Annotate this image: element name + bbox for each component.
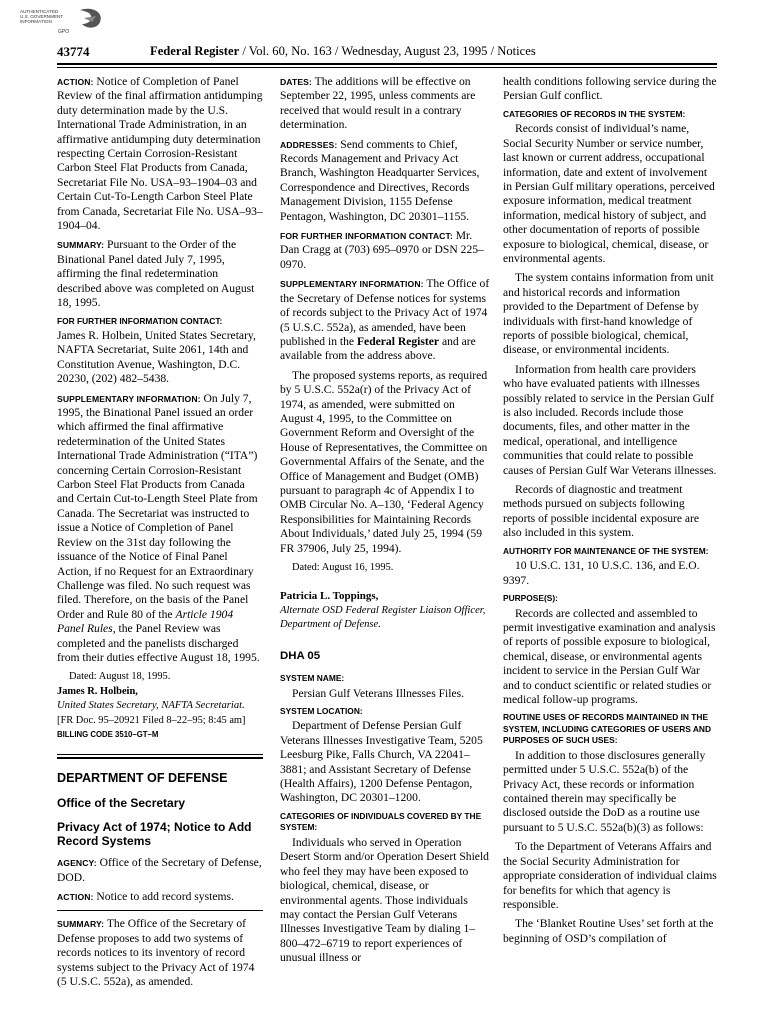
gpo-authentication-logo: [18, 6, 114, 40]
records-paragraph-3: Information from health care providers who have evaluated patients with illnesses possibly related to service in the Persian Gulf is also included. Records include those documents, files, and other matter in the medical, operational, and intelligence communities that could relate to possible causes of Persian Gulf War Veterans illnesses.: [503, 362, 717, 477]
dated-line: Dated: August 16, 1995.: [292, 562, 394, 573]
system-location-heading: SYSTEM LOCATION:: [280, 705, 363, 716]
fr-doc-line: [FR Doc. 95–20921 Filed 8–22–95; 8:45 am]: [57, 714, 246, 726]
action2-paragraph: ACTION: Notice to add record systems.: [57, 890, 234, 903]
signer-title: United States Secretary, NAFTA Secretariat.: [57, 700, 245, 712]
routine-uses-heading: ROUTINE USES OF RECORDS MAINTAINED IN THE SYSTEM, INCLUDING CATEGORIES OF USERS AND PURPOSES OF SUCH USES:: [503, 712, 711, 746]
routine-uses-paragraph-3: The ‘Blanket Routine Uses’ set forth at the beginning of OSD’s compilation of: [503, 917, 714, 945]
authority-text: 10 U.S.C. 131, 10 U.S.C. 136, and E.O. 9397.: [503, 559, 700, 587]
routine-uses-paragraph-2: To the Department of Veterans Affairs and the Social Security Administration for appropriate consideration of individual claims for benefits for which that agency is responsible.: [503, 840, 717, 911]
page-number: 43774: [57, 44, 90, 59]
billing-code: BILLING CODE 3510–GT–M: [57, 729, 159, 739]
purpose-heading: PURPOSE(S):: [503, 593, 558, 603]
document-title: Privacy Act of 1974; Notice to Add Record Systems: [57, 820, 252, 849]
dated-line: Dated: August 18, 1995.: [69, 671, 171, 683]
supplementary-paragraph: SUPPLEMENTARY INFORMATION: The Office of the Secretary of Defense notices for systems of records subject to the Privacy Act of 1974 (5 U.S.C. 552a), as amended, have been published in the Federal Register and are available from the address above.: [280, 277, 490, 363]
logo-line-3: INFORMATION: [20, 19, 52, 24]
section-rule-thick: [57, 757, 263, 759]
agency-paragraph: AGENCY: Office of the Secretary of Defense, DOD.: [57, 856, 262, 884]
summary2-paragraph: SUMMARY: The Office of the Secretary of Defense proposes to add two systems of records notices to its inventory of record systems subject to the Privacy Act of 1974 (5 U.S.C. 552a), as amended.: [57, 917, 255, 989]
logo-line-1: AUTHENTICATED: [20, 9, 59, 14]
addresses-paragraph: ADDRESSES: Send comments to Chief, Records Management and Privacy Act Branch, Washington Headquarter Services, Correspondence and Directives, Records Management Division, 1155 Defense Pentagon, Washington, DC 20301–1155.: [280, 137, 480, 223]
office-heading: Office of the Secretary: [57, 795, 186, 810]
running-head: [150, 44, 536, 59]
contact-heading: FOR FURTHER INFORMATION CONTACT:: [57, 315, 223, 326]
system-id-heading: DHA 05: [280, 649, 321, 662]
records-paragraph-4: Records of diagnostic and treatment methods pursued on subjects following reports of possible incidental exposure are also included in this system.: [503, 483, 700, 540]
records-paragraph-2: The system contains information from unit and historical records and information provided to the Department of Defense by individuals with first-hand knowledge of reports of possible biological, chemical, disease, or environmental incidents.: [503, 271, 714, 357]
issue-info: / Vol. 60, No. 163 / Wednesday, August 23, 1995 / Notices: [242, 44, 536, 58]
records-paragraph-1: Records consist of individual’s name, Social Security Number or service number, last known or current address, occupational information, date and extent of involvement in Persian Gulf military operations, perceived exposure information, medical treatment information, medical history of subject, and other documentation of reports of possible exposure to biological, chemical, disease, or environmental agents.: [503, 122, 715, 265]
column-3: [503, 75, 717, 951]
summary-paragraph: SUMMARY: Pursuant to the Order of the Binational Panel dated July 7, 1995, affirming the final redetermination described above was completed on August 18, 1995.: [57, 238, 255, 310]
system-name-text: Persian Gulf Veterans Illnesses Files.: [292, 686, 465, 700]
categories-individuals-heading: CATEGORIES OF INDIVIDUALS COVERED BY THE SYSTEM:: [280, 810, 482, 833]
logo-line-4: GPO: [58, 29, 70, 35]
routine-uses-paragraph-1: In addition to those disclosures generally permitted under 5 U.S.C. 552a(b) of the Privacy Act, these records or information contained therein may specifically be disclosed outside the DoD as a routine use pursuant to 5 U.S.C. 552a(b)(3) as follows:: [503, 748, 706, 834]
records-heading: CATEGORIES OF RECORDS IN THE SYSTEM:: [503, 108, 686, 119]
logo-line-2: U.S. GOVERNMENT: [20, 14, 64, 19]
column-2: [280, 75, 490, 971]
authority-heading: AUTHORITY FOR MAINTENANCE OF THE SYSTEM:: [503, 545, 709, 556]
publication-name: Federal Register: [150, 44, 240, 58]
column-1: [57, 75, 263, 994]
page-header: [57, 44, 717, 62]
signer-name: Patricia L. Toppings,: [280, 590, 379, 603]
continued-text: health conditions following service during the Persian Gulf conflict.: [503, 75, 717, 103]
system-name-heading: SYSTEM NAME:: [280, 673, 345, 684]
summary-rule: [57, 910, 263, 911]
agency-heading: DEPARTMENT OF DEFENSE: [57, 771, 228, 786]
system-location-text: Department of Defense Persian Gulf Veterans Illnesses Investigative Team, 5205 Leesburg Pike, Falls Church, VA 22041–3881; and Assistant Secretary of Defense (Health Affairs), 1200 Defense Pentagon, Washington, DC 20301–1200.: [280, 719, 483, 805]
dates-paragraph: DATES: The additions will be effective on September 22, 1995, unless comments are received that would result in a contrary determination.: [280, 75, 476, 132]
supplementary-paragraph: SUPPLEMENTARY INFORMATION: On July 7, 1995, the Binational Panel issued an order which affirmed the final affirmative redetermination of the United States International Trade Administration (“ITA”) concerning Certain Corrosion-Resistant Carbon Steel Flat Products from Canada and Certain Cut-to-Length Steel Plate from Canada. The Secretariat was instructed to issue a Notice of Completion of Panel Review on the 31st day following the issuance of the Notice of Final Panel Action, if no Request for an Extraordinary Challenge was filed. No such request was filed. Therefore, on the basis of the Panel Order and Rule 80 of the Article 1904 Panel Rules, the Panel Review was completed and the panelists discharged from their duties effective August 18, 1995.: [57, 391, 260, 664]
section-rule: [57, 754, 263, 755]
header-rule: [57, 63, 717, 65]
header-rule-thin: [57, 67, 717, 68]
contact-paragraph: James R. Holbein, United States Secretary, NAFTA Secretariat, Suite 2061, 14th and Constitution Avenue, Washington, D.C. 20230, (202) 482–5438.: [57, 329, 256, 386]
proposed-paragraph: The proposed systems reports, as required by 5 U.S.C. 552a(r) of the Privacy Act of 1974, as amended, were submitted on August 4, 1995, to the Committee on Government Reform and Oversight of the House of Representatives, the Committee on Governmental Affairs of the Senate, and the Office of Management and Budget (OMB) pursuant to paragraph 4c of Appendix I to OMB Circular No. A–130, ‘Federal Agency Responsibilities for Maintaining Records About Individuals,’ dated July 25, 1994 (59 FR 37906, July 25, 1994).: [280, 368, 488, 555]
contact-paragraph: FOR FURTHER INFORMATION CONTACT: Mr. Dan Cragg at (703) 695–0970 or DSN 225–0970.: [280, 229, 484, 271]
purpose-text: Records are collected and assembled to permit investigative examination and analysis of reports of possible exposure to biological, chemical, disease, or environmental agents incident to service in the Persian Gulf War and to conduct scientific or related studies or medical follow-up programs.: [503, 606, 716, 706]
categories-individuals-text: Individuals who served in Operation Desert Storm and/or Operation Desert Shield who feel they may have been exposed to biological, chemical, disease, or environmental agents. Those individuals may contact the Persian Gulf Veterans Illnesses Investigative Team by dialing 1–800–472–6719 to report experiences of unusual illness or: [280, 835, 489, 965]
signer-title: Alternate OSD Federal Register Liaison Officer, Department of Defense.: [280, 604, 486, 631]
action-paragraph: ACTION: Notice of Completion of Panel Review of the final affirmation antidumping duty determination made by the U.S. International Trade Administration, in an affirmative antidumping duty determination respecting Certain Corrosion-Resistant Carbon Steel Flat Products from Canada, Secretariat File No. USA–93–1904–03 and Certain Cut-To-Length Carbon Steel Plate from Canada, Secretariat File No. USA–93–1904–04.: [57, 75, 263, 233]
signer-name: James R. Holbein,: [57, 685, 138, 697]
gpo-eagle-seal-icon: [18, 6, 114, 40]
